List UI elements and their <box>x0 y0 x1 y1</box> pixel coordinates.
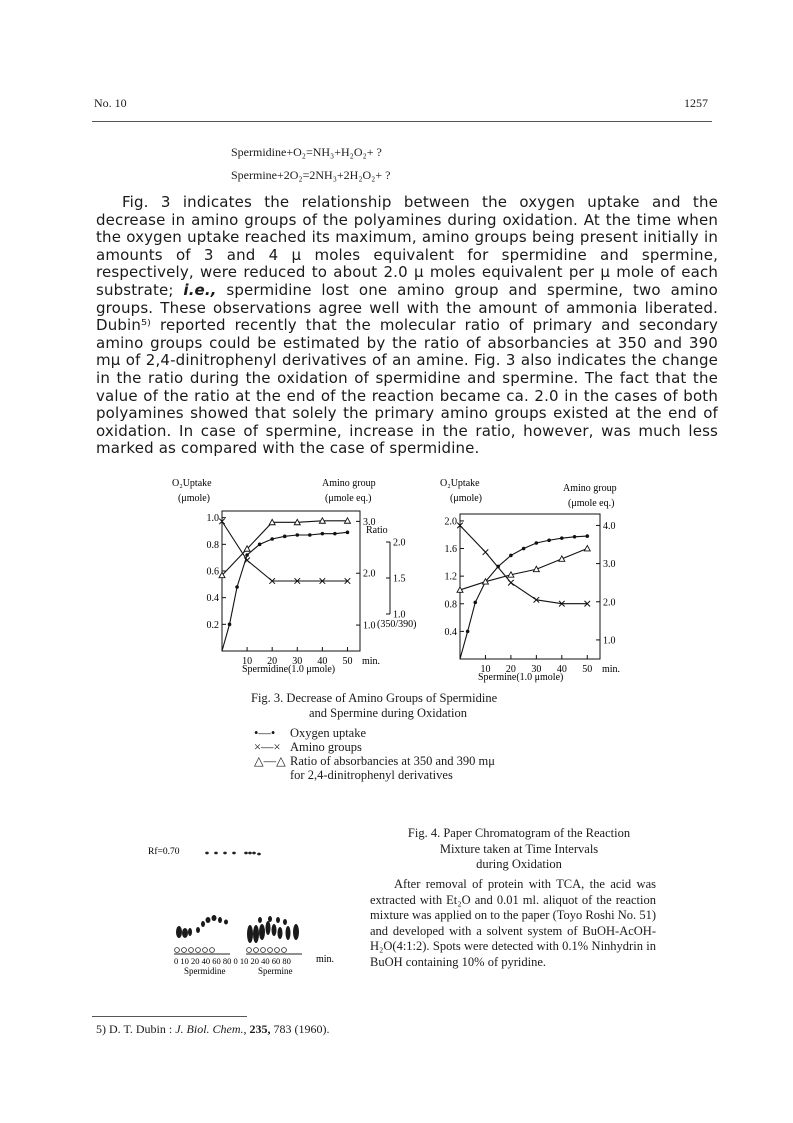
oxygen-point <box>522 547 526 551</box>
chromatogram-spot <box>286 926 291 940</box>
footnote-ref: 5) D. T. Dubin : <box>96 1022 173 1036</box>
spermine-x-label: Spermine(1.0 μmole) <box>478 672 564 683</box>
rf-spot <box>223 852 227 855</box>
legend-label-amino: Amino groups <box>290 740 362 754</box>
page-number: 1257 <box>684 96 708 110</box>
chromatogram-spot <box>201 921 205 927</box>
spermine-left-axis-label: O₂Uptake <box>440 478 480 489</box>
group-label-spermine: Spermine <box>258 966 293 976</box>
right-tick-label: 1.0 <box>603 635 616 647</box>
spermine-right-axis-unit: (μmole eq.) <box>568 498 615 509</box>
x-tick-label: 30 <box>292 656 303 667</box>
rf-spot <box>257 853 261 856</box>
footnote-volume: 235, <box>249 1022 271 1036</box>
right-tick-label: 2.0 <box>603 597 616 609</box>
equation-spermine: Spermine+2O₂=2NH₃+2H₂O₂+ ? <box>231 168 391 182</box>
chromatogram-spot <box>212 915 217 921</box>
x-tick-label: 20 <box>505 664 516 675</box>
left-tick-label: 0.8 <box>444 599 457 611</box>
chromatogram-spot <box>268 916 272 922</box>
oxygen-point <box>573 535 577 539</box>
paragraph-text-cont: spermidine lost one amino group and spermine, two amino groups. These observations agree well with the amount of ammonia liberated. Dubin⁵⁾ reported recently that the molecular ratio of primary and secondary amino groups could be estimated by the ratio of absorbancies at 350 and 390 mμ of 2,4-dinitrophenyl derivatives of an amine. Fig. 3 also indicates the change in the ratio during the oxidation of spermidine and spermine. The fact that the value of the ratio at the end of the reaction became ca. 2.0 in the cases of both polyamines showed that solely the primary amino groups existed at the end of oxidation. In case of spermine, increase in the ratio, however, was much less marked as compared with the case of spermidine. <box>96 280 718 458</box>
spermidine-x-label: Spermidine(1.0 μmole) <box>242 664 336 675</box>
running-header <box>94 96 708 111</box>
x-tick-label: 50 <box>582 664 593 675</box>
oxygen-point <box>258 543 262 547</box>
spermidine-left-axis-label: O₂Uptake <box>172 478 212 489</box>
chart-spermidine <box>172 478 416 675</box>
left-tick-label: 0.4 <box>206 593 219 605</box>
oxygen-point <box>235 585 239 589</box>
series-line-1 <box>222 521 347 581</box>
series-line-2 <box>460 549 587 590</box>
origin-spot <box>189 948 194 953</box>
left-tick-label: 1.2 <box>444 571 457 583</box>
chromatogram-spot <box>293 924 299 940</box>
rf-spot <box>232 852 236 855</box>
footnote <box>96 1022 330 1037</box>
chromatogram-spot <box>276 917 280 923</box>
ratio-tick-label: 1.5 <box>393 573 406 585</box>
ie-abbrev: i.e., <box>183 280 217 299</box>
chromatogram-spot <box>272 924 277 936</box>
chromatogram-spot <box>258 917 262 923</box>
body-paragraph <box>96 194 718 458</box>
oxygen-point <box>346 531 350 535</box>
x-unit-label: min. <box>602 664 621 675</box>
left-tick-label: 0.4 <box>444 626 457 638</box>
oxygen-point <box>547 538 551 542</box>
oxygen-point <box>466 630 470 634</box>
oxygen-point <box>585 534 589 538</box>
oxygen-point <box>321 532 325 536</box>
chromatogram-spot <box>176 926 182 938</box>
x-unit-label: min. <box>362 656 381 667</box>
ratio-tick-label: 2.0 <box>393 537 406 549</box>
chromatogram-spot <box>188 928 192 936</box>
spermine-plot-frame <box>460 514 600 659</box>
footnote-journal: J. Biol. Chem., <box>175 1022 247 1036</box>
left-tick-label: 0.2 <box>206 619 219 631</box>
left-tick-label: 1.0 <box>206 513 219 525</box>
chromatogram-spots <box>175 852 299 953</box>
right-tick-label: 1.0 <box>363 620 376 632</box>
left-tick-label: 2.0 <box>444 516 457 528</box>
footnote-rest: 783 (1960). <box>273 1022 330 1036</box>
spermidine-ratio-note: (350/390) <box>377 619 417 630</box>
origin-spot <box>275 948 280 953</box>
oxygen-point <box>535 541 539 545</box>
rf-spot <box>205 852 209 855</box>
rf-label: Rf=0.70 <box>148 847 180 857</box>
fig3-legend <box>254 726 574 782</box>
chromatogram-spot <box>259 924 265 940</box>
fig4-caption-line2: Mixture taken at Time Intervals <box>439 841 599 856</box>
left-tick-label: 0.6 <box>206 566 219 578</box>
chromatogram-spot <box>266 921 271 935</box>
right-tick-label: 4.0 <box>603 520 616 532</box>
fig3-caption-line2: and Spermine during Oxidation <box>309 706 467 720</box>
chromatogram-spot <box>253 925 259 943</box>
origin-spot <box>203 948 208 953</box>
chart-spermine <box>440 478 620 683</box>
x-tick-label: 10 <box>242 656 253 667</box>
x-tick-label: 40 <box>556 664 567 675</box>
oxygen-point <box>228 623 232 627</box>
legend-row-ratio <box>254 754 574 768</box>
chromatogram-spot <box>283 919 287 925</box>
spermidine-right-axis-label: Amino group <box>322 478 376 489</box>
lane-labels: 0 10 20 40 60 80 0 10 20 40 60 80 <box>174 956 291 966</box>
fig3-caption <box>251 691 631 721</box>
x-tick-label: 30 <box>531 664 542 675</box>
origin-spot <box>175 948 180 953</box>
origin-spot <box>261 948 266 953</box>
ratio-tick-label: 1.0 <box>393 609 406 621</box>
oxygen-point <box>509 554 513 558</box>
legend-label-ratio-cont: for 2,4-dinitrophenyl derivatives <box>290 768 453 782</box>
chromatogram-spot <box>206 917 211 923</box>
legend-label-ratio: Ratio of absorbancies at 350 and 390 mμ <box>290 754 495 768</box>
chromatogram-spot <box>218 917 222 923</box>
x-tick-label: 40 <box>317 656 328 667</box>
chromatogram-spot <box>182 928 188 938</box>
right-tick-label: 2.0 <box>363 568 376 580</box>
chromatogram-spot <box>224 920 228 925</box>
x-tick-label: 50 <box>342 656 353 667</box>
spermidine-ratio-axis-label: Ratio <box>366 525 388 536</box>
rf-spot <box>214 852 218 855</box>
fig4-caption <box>382 826 656 873</box>
journal-number: No. 10 <box>94 96 127 110</box>
legend-row-oxygen <box>254 726 574 740</box>
left-tick-label: 1.6 <box>444 544 457 556</box>
paragraph-text: Fig. 3 indicates the relationship between the oxygen uptake and the decrease in amino groups of the polyamines during oxidation. At the time when the oxygen uptake reached its maximum, amino groups being present initially in amounts of 3 and 4 μ moles equivalent for spermidine and spermine, respectively, were reduced to about 2.0 μ moles equivalent per μ mole of each substrate; <box>96 193 718 299</box>
right-tick-label: 3.0 <box>603 559 616 571</box>
origin-spot <box>196 948 201 953</box>
spermidine-left-axis-unit: (μmole) <box>178 493 211 504</box>
left-tick-label: 0.8 <box>206 539 219 551</box>
right-tick-label: 3.0 <box>363 516 376 528</box>
fig3-charts <box>160 474 640 688</box>
chromatogram-spot <box>196 927 200 933</box>
fig4-method-text <box>370 877 656 970</box>
oxygen-point <box>560 536 564 540</box>
x-tick-label: 20 <box>267 656 278 667</box>
legend-row-ratio-cont <box>254 768 574 782</box>
fig4-chromatogram <box>140 840 362 990</box>
legend-symbol-cross: ×—× <box>254 740 281 754</box>
spermine-right-axis-label: Amino group <box>563 483 617 494</box>
legend-symbol-dot: •—• <box>254 726 276 740</box>
fig4-caption-line3: during Oxidation <box>476 857 562 871</box>
legend-label-oxygen: Oxygen uptake <box>290 726 367 740</box>
chromatogram-spot <box>278 927 283 939</box>
oxygen-point <box>473 601 477 605</box>
legend-symbol-triangle: △—△ <box>254 754 286 768</box>
origin-spot <box>282 948 287 953</box>
rf-spot <box>252 852 256 855</box>
rf-spot <box>244 852 248 855</box>
rf-spot <box>248 852 252 855</box>
origin-spot <box>182 948 187 953</box>
oxygen-point <box>270 537 274 541</box>
oxygen-point <box>295 533 299 537</box>
origin-spot <box>254 948 259 953</box>
fig4-caption-line1: Fig. 4. Paper Chromatogram of the Reaction <box>407 826 631 840</box>
origin-spot <box>210 948 215 953</box>
footnote-rule <box>92 1016 247 1017</box>
equation-spermidine: Spermidine+O₂=NH₃+H₂O₂+ ? <box>231 145 382 159</box>
header-rule <box>92 121 712 122</box>
series-line-0 <box>460 536 587 659</box>
fig3-caption-line1: Fig. 3. Decrease of Amino Groups of Spermidine <box>251 691 498 705</box>
series-line-2 <box>222 521 347 575</box>
fig4-method-paragraph: After removal of protein with TCA, the acid was extracted with Et₂O and 0.01 ml. aliquot of the reaction mixture was applied on to the paper (Toyo Roshi No. 51) and developed with a solvent system of BuOH-AcOH-H₂O(4:1:2). Spots were detected with 0.1% Ninhydrin in BuOH containing 10% of pyridine. <box>370 877 656 969</box>
x-tick-label: 10 <box>480 664 491 675</box>
oxygen-point <box>245 553 249 557</box>
oxygen-point <box>283 535 287 539</box>
origin-spot <box>247 948 252 953</box>
origin-spot <box>268 948 273 953</box>
chromatogram-spot <box>247 925 253 943</box>
amino-point <box>483 549 489 555</box>
oxygen-point <box>308 533 312 537</box>
group-label-spermidine: Spermidine <box>184 966 226 976</box>
ratio-point <box>584 546 590 551</box>
spermidine-right-axis-unit: (μmole eq.) <box>325 493 372 504</box>
oxygen-point <box>333 532 337 536</box>
fig4-min-label: min. <box>316 954 335 965</box>
amino-point <box>508 580 514 586</box>
legend-row-amino <box>254 740 574 754</box>
spermine-left-axis-unit: (μmole) <box>450 493 483 504</box>
